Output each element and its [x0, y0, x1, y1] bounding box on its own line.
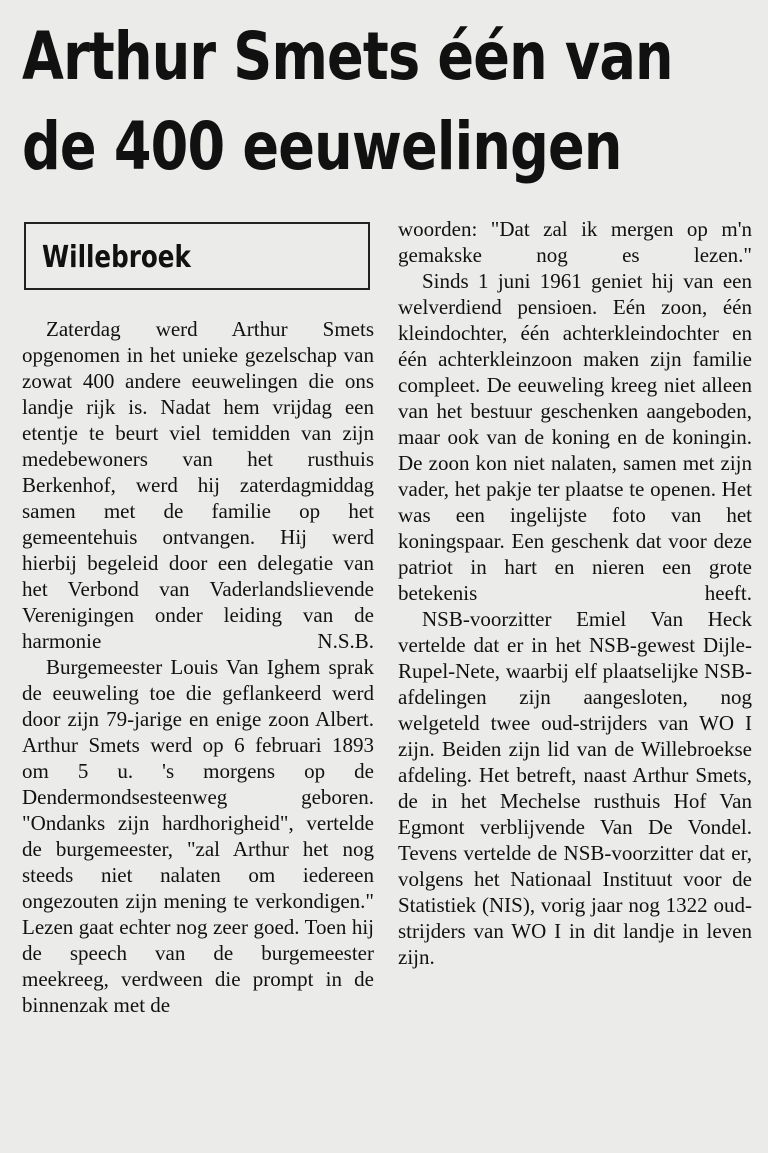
article-paragraph-4: Sinds 1 juni 1961 geniet hij van een welverdiend pensioen. Eén zoon, één kleindochter, één achterkleindochter en één achterkleinzoon maken zijn familie compleet. De eeuweling kreeg niet alleen van het bestuur geschenken aangeboden, maar ook van de koning en de koningin. De zoon kon niet nalaten, samen met zijn vader, het pakje ter plaatse te openen. Het was een ingelijste foto van het koningspaar. Een geschenk dat voor deze patriot in hart en nieren een grote betekenis heeft.	[398, 269, 752, 605]
place-label: Willebroek	[42, 240, 191, 275]
place-box	[24, 222, 370, 290]
headline-line-2: de 400 eeuwelingen	[22, 108, 622, 185]
headline-line-1: Arthur Smets één van	[22, 18, 673, 95]
article-column-right	[398, 216, 752, 1148]
article-paragraph-2: Burgemeester Louis Van Ighem sprak de eeuweling toe die geflankeerd werd door zijn 79-jarige en enige zoon Albert. Arthur Smets werd op 6 februari 1893 om 5 u. 's morgens op de Dendermondsesteenweg geboren. "Ondanks zijn hardhorigheid", vertelde de burgemeester, "zal Arthur het nog steeds niet nalaten om iedereen ongezouten zijn mening te verkondigen." Lezen gaat echter nog zeer goed. Toen hij de speech van de burgemeester meekreeg, verdween die prompt in de binnenzak met de	[22, 655, 374, 1017]
headline	[22, 12, 673, 192]
article-column-left	[22, 316, 374, 1148]
article-paragraph-1: Zaterdag werd Arthur Smets opgenomen in het unieke gezelschap van zowat 400 andere eeuwelingen die ons landje rijk is. Nadat hem vrijdag een etentje te beurt viel temidden van zijn medebewoners van het rusthuis Berkenhof, werd hij zaterdagmiddag samen met de familie op het gemeentehuis ontvangen. Hij werd hierbij begeleid door een delegatie van het Verbond van Vaderlandslievende Verenigingen onder leiding van de harmonie N.S.B.	[22, 317, 374, 653]
article-paragraph-3: woorden: "Dat zal ik mergen op m'n gemakske nog es lezen."	[398, 217, 752, 267]
article-paragraph-5: NSB-voorzitter Emiel Van Heck vertelde dat er in het NSB-gewest Dijle-Rupel-Nete, waarbij elf plaatselijke NSB-afdelingen zijn aangesloten, nog welgeteld twee oud-strijders van WO I zijn. Beiden zijn lid van de Willebroekse afdeling. Het betreft, naast Arthur Smets, de in het Mechelse rusthuis Hof Van Egmont verblijvende Van De Vondel. Tevens vertelde de NSB-voorzitter dat er, volgens het Nationaal Instituut voor de Statistiek (NIS), vorig jaar nog 1322 oud-strijders van WO I in dit landje in leven zijn.	[398, 607, 752, 969]
